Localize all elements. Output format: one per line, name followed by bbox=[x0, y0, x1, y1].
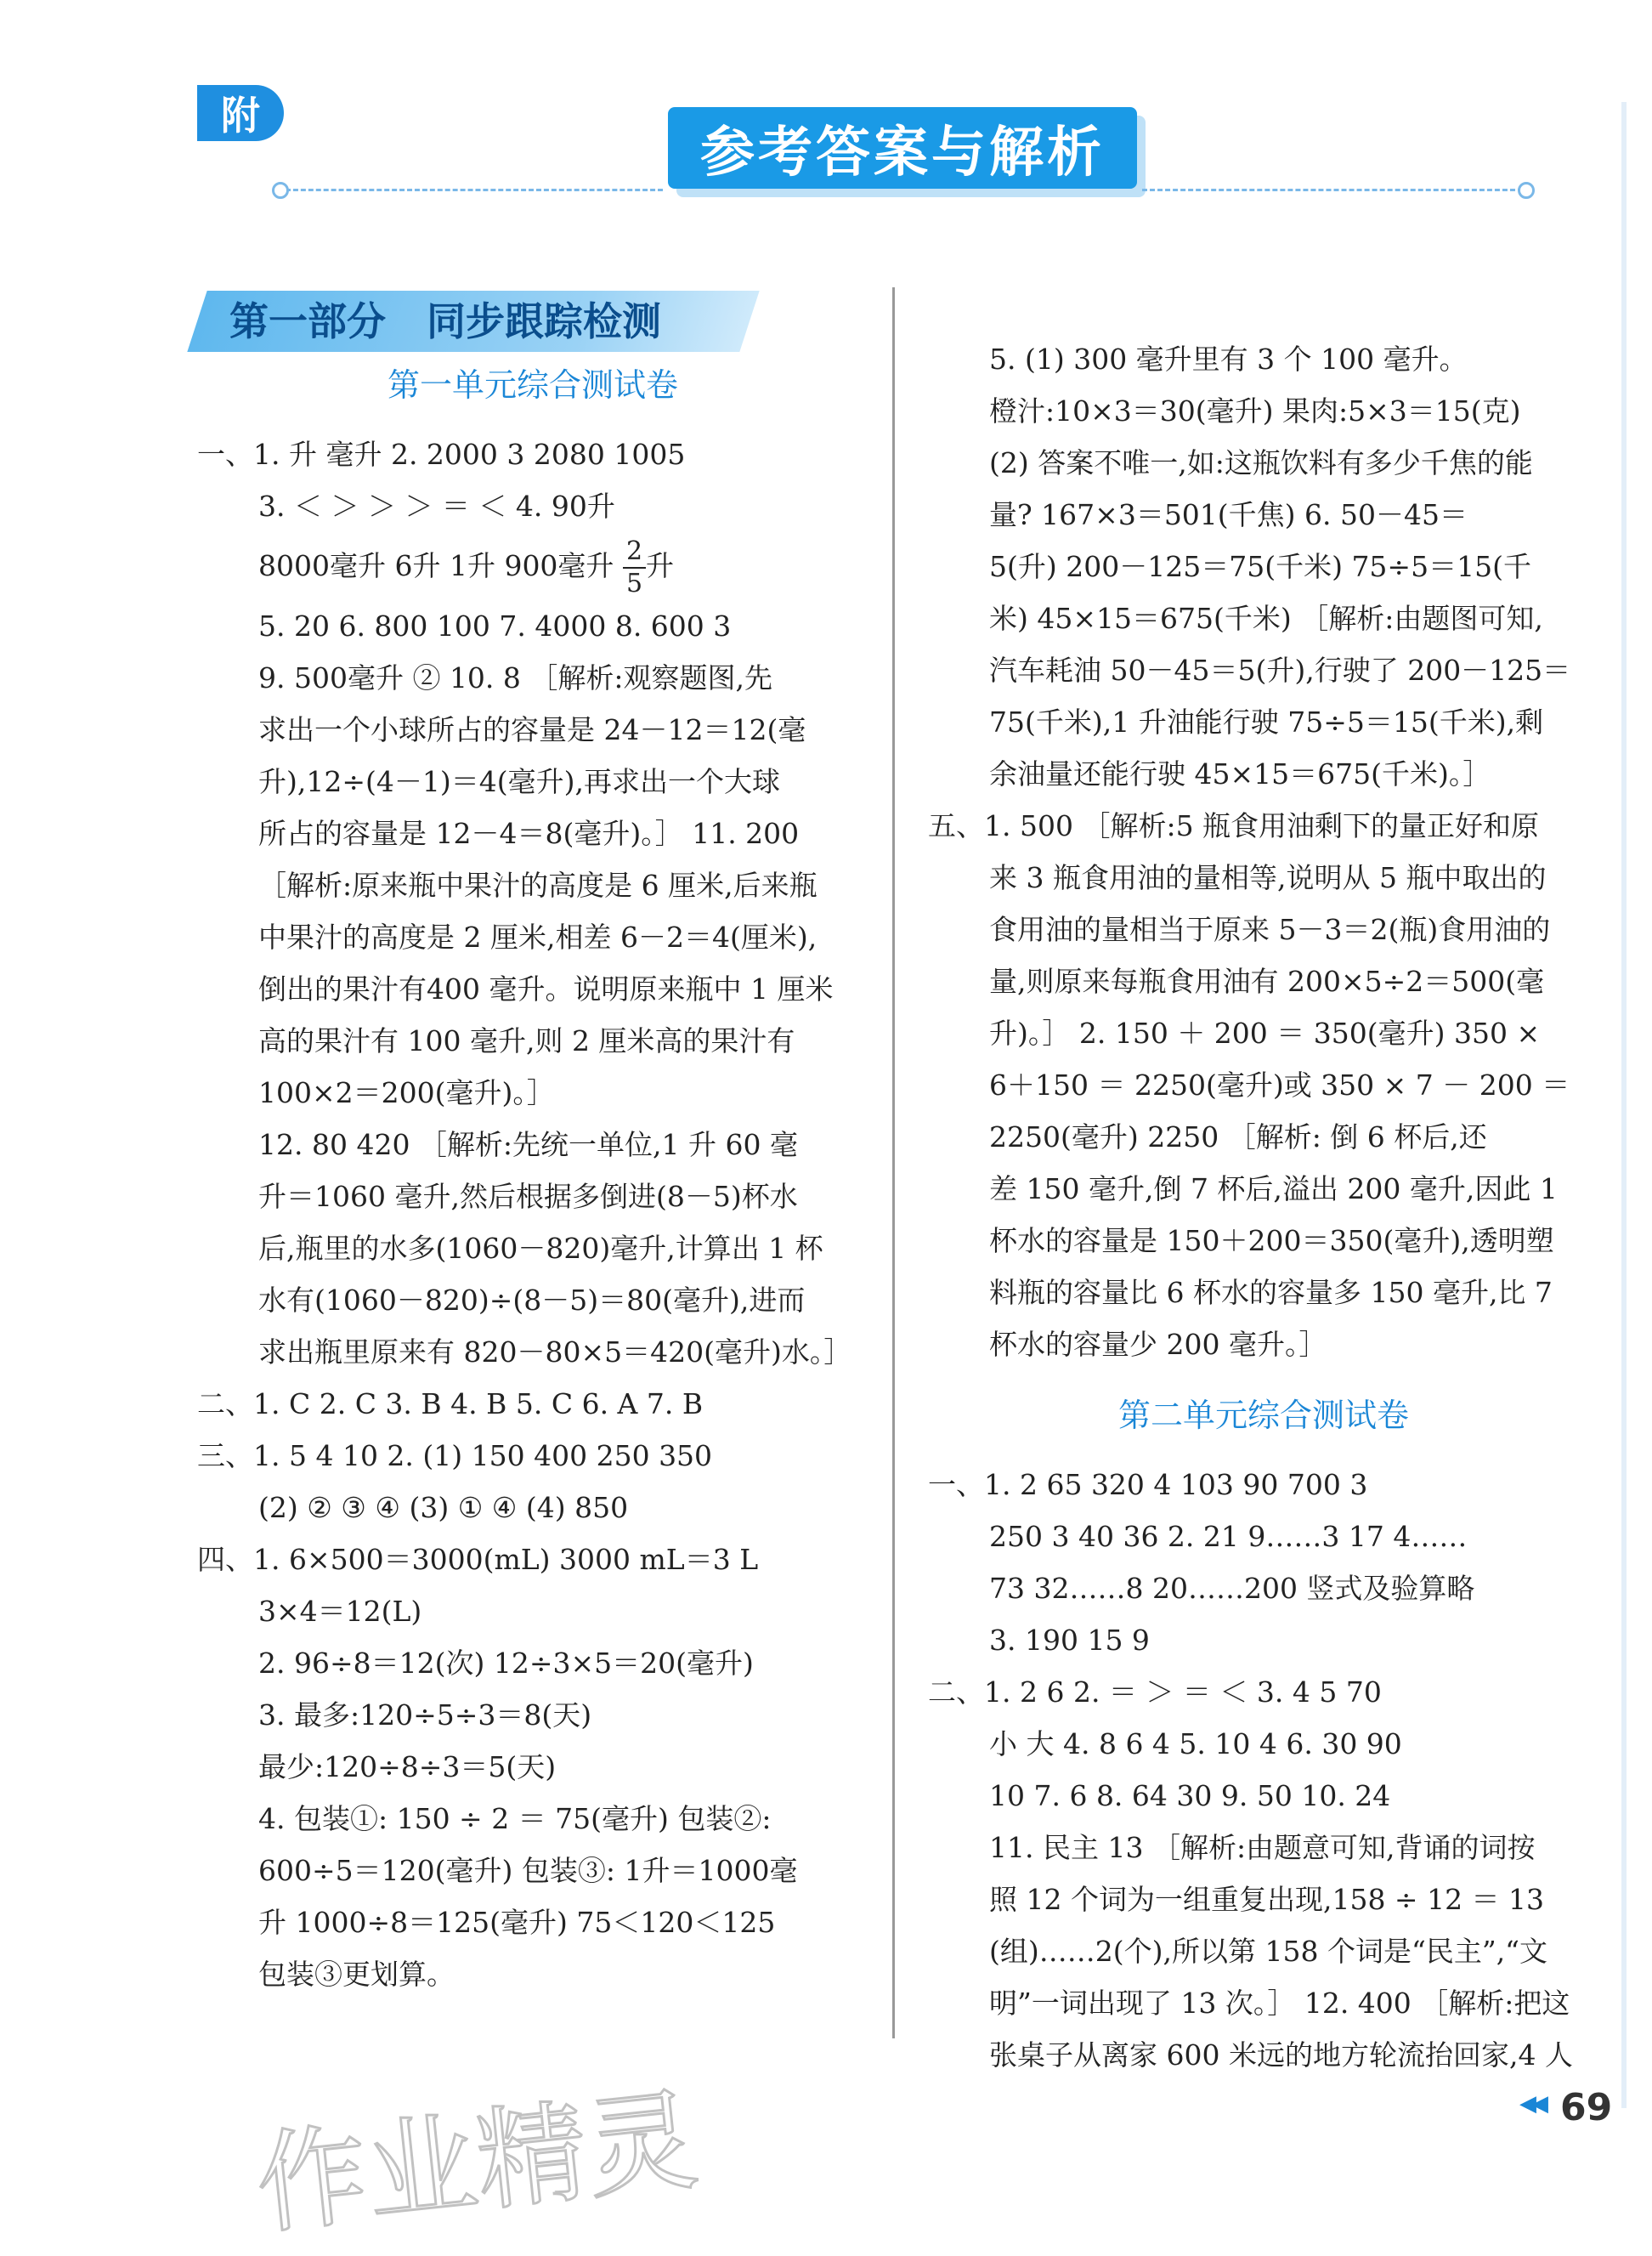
fraction-numerator: 2 bbox=[623, 536, 646, 569]
page-title: 参考答案与解析 bbox=[668, 107, 1137, 189]
answer-line: 250 3 40 36 2. 21 9……3 17 4…… bbox=[989, 1520, 1468, 1553]
answer-line: (2) 答案不唯一,如:这瓶饮料有多少千焦的能 bbox=[989, 446, 1533, 479]
answer-line: 差 150 毫升,倒 7 杯后,溢出 200 毫升,因此 1 bbox=[989, 1172, 1558, 1205]
page-edge-bar bbox=[1621, 102, 1627, 2108]
right-column bbox=[928, 333, 1599, 2081]
answer-line: 来 3 瓶食用油的量相等,说明从 5 瓶中取出的 bbox=[989, 861, 1547, 894]
answer-line: 5. 20 6. 800 100 7. 4000 8. 600 3 bbox=[258, 609, 732, 643]
answer-line: 张桌子从离家 600 米远的地方轮流抬回家,4 人 bbox=[989, 2038, 1573, 2072]
fraction bbox=[623, 536, 646, 599]
answer-line: 杯水的容量少 200 毫升。］ bbox=[989, 1328, 1327, 1361]
answer-line bbox=[197, 532, 868, 600]
answer-line: 一、1. 升 毫升 2. 2000 3 2080 1005 bbox=[197, 438, 686, 471]
answer-line: 3. 190 15 9 bbox=[989, 1624, 1150, 1657]
page-number: 69 bbox=[1560, 2086, 1613, 2129]
answer-line: 2250(毫升) 2250 ［解析: 倒 6 杯后,还 bbox=[989, 1120, 1487, 1154]
answer-line: 中果汁的高度是 2 厘米,相差 6－2＝4(厘米), bbox=[258, 921, 818, 954]
answer-line: 后,瓶里的水多(1060－820)毫升,计算出 1 杯 bbox=[258, 1232, 823, 1265]
answer-line: 量? 167×3＝501(千焦) 6. 50－45＝ bbox=[989, 498, 1468, 531]
divider-dot-left bbox=[272, 182, 289, 199]
answer-line: 杯水的容量是 150＋200＝350(毫升),透明塑 bbox=[989, 1224, 1554, 1257]
answer-line: ［解析:原来瓶中果汁的高度是 6 厘米,后来瓶 bbox=[258, 869, 818, 902]
answer-line: 照 12 个词为一组重复出现,158 ÷ 12 ＝ 13 bbox=[989, 1883, 1545, 1916]
section-title: 第一部分 同步跟踪检测 bbox=[229, 298, 662, 344]
answer-line: 汽车耗油 50－45＝5(升),行驶了 200－125＝ bbox=[989, 654, 1571, 687]
answer-line: 10 7. 6 8. 64 30 9. 50 10. 24 bbox=[989, 1779, 1391, 1812]
answer-line: 食用油的量相当于原来 5－3＝2(瓶)食用油的 bbox=[989, 913, 1551, 946]
fraction-denominator: 5 bbox=[625, 569, 643, 598]
answer-line: 料瓶的容量比 6 杯水的容量多 150 毫升,比 7 bbox=[989, 1276, 1553, 1309]
answer-line: 3×4＝12(L) bbox=[258, 1595, 422, 1628]
answer-line: 四、1. 6×500＝3000(mL) 3000 mL＝3 L bbox=[197, 1543, 759, 1576]
answer-line: 求出瓶里原来有 820－80×5＝420(毫升)水。］ bbox=[258, 1335, 852, 1369]
answer-line: 75(千米),1 升油能行驶 75÷5＝15(千米),剩 bbox=[989, 706, 1544, 739]
appendix-tab: 附 bbox=[197, 85, 284, 141]
answer-line: 二、1. 2 6 2. ＝ ＞ ＝ ＜ 3. 4 5 70 bbox=[928, 1675, 1382, 1709]
answer-line: 倒出的果汁有400 毫升。说明原来瓶中 1 厘米 bbox=[258, 972, 834, 1006]
answer-line: 余油量还能行驶 45×15＝675(千米)。］ bbox=[989, 757, 1491, 791]
answer-line: 升),12÷(4－1)＝4(毫升),再求出一个大球 bbox=[258, 765, 780, 798]
answer-line: 所占的容量是 12－4＝8(毫升)。］ 11. 200 bbox=[258, 817, 800, 850]
answer-line: 橙汁:10×3＝30(毫升) 果肉:5×3＝15(克) bbox=[989, 394, 1521, 428]
answer-line: 小 大 4. 8 6 4 5. 10 4 6. 30 90 bbox=[989, 1727, 1402, 1760]
answer-line: (2) ② ③ ④ (3) ① ④ (4) 850 bbox=[258, 1491, 629, 1524]
answer-line: 5(升) 200－125＝75(千米) 75÷5＝15(千 bbox=[989, 550, 1531, 583]
answer-line: 最少:120÷8÷3＝5(天) bbox=[258, 1750, 557, 1783]
answer-line: 6＋150 ＝ 2250(毫升)或 350 × 7 － 200 ＝ bbox=[989, 1068, 1570, 1102]
answer-line: 9. 500毫升 ② 10. 8 ［解析:观察题图,先 bbox=[258, 661, 773, 694]
header-divider-right bbox=[1142, 189, 1523, 191]
answer-line: 三、1. 5 4 10 2. (1) 150 400 250 350 bbox=[197, 1439, 713, 1472]
divider-dot-right bbox=[1518, 182, 1535, 199]
watermark: 作业精灵 bbox=[250, 2075, 704, 2250]
unit1-title: 第一单元综合测试卷 bbox=[387, 366, 678, 404]
answer-line: (组)……2(个),所以第 158 个词是“民主”,“文 bbox=[989, 1935, 1548, 1968]
answer-line: 12. 80 420 ［解析:先统一单位,1 升 60 毫 bbox=[258, 1128, 798, 1161]
answer-line: 升＝1060 毫升,然后根据多倒进(8－5)杯水 bbox=[258, 1180, 798, 1213]
answer-line: 求出一个小球所占的容量是 24－12＝12(毫 bbox=[258, 713, 806, 746]
answer-line: 水有(1060－820)÷(8－5)＝80(毫升),进而 bbox=[258, 1284, 806, 1317]
answer-line: 包装③更划算。 bbox=[258, 1958, 455, 1991]
column-divider bbox=[892, 287, 895, 2038]
answer-line: 五、1. 500 ［解析:5 瓶食用油剩下的量正好和原 bbox=[928, 809, 1540, 842]
answer-line: 高的果汁有 100 毫升,则 2 厘米高的果汁有 bbox=[258, 1024, 795, 1057]
answer-line-text: 8000毫升 6升 1升 900毫升 bbox=[258, 549, 614, 582]
answer-line: 73 32……8 20……200 竖式及验算略 bbox=[989, 1572, 1475, 1605]
header-divider-left bbox=[286, 189, 663, 191]
left-column bbox=[197, 340, 868, 2000]
answer-line: 米) 45×15＝675(千米) ［解析:由题图可知, bbox=[989, 602, 1543, 635]
answer-line: 5. (1) 300 毫升里有 3 个 100 毫升。 bbox=[989, 343, 1468, 376]
answer-line: 一、1. 2 65 320 4 103 90 700 3 bbox=[928, 1468, 1368, 1501]
answer-line: 3. 最多:120÷5÷3＝8(天) bbox=[258, 1698, 592, 1732]
answer-line: 二、1. C 2. C 3. B 4. B 5. C 6. A 7. B bbox=[197, 1387, 704, 1420]
answer-line: 量,则原来每瓶食用油有 200×5÷2＝500(毫 bbox=[989, 965, 1545, 998]
answer-line: 3. ＜ ＞ ＞ ＞ ＝ ＜ 4. 90升 bbox=[258, 490, 615, 523]
answer-line: 100×2＝200(毫升)。］ bbox=[258, 1076, 555, 1109]
answer-line: 2. 96÷8＝12(次) 12÷3×5＝20(毫升) bbox=[258, 1647, 754, 1680]
answer-line: 4. 包装①: 150 ÷ 2 ＝ 75(毫升) 包装②: bbox=[258, 1802, 772, 1835]
answer-line: 11. 民主 13 ［解析:由题意可知,背诵的词按 bbox=[989, 1831, 1536, 1864]
answer-line: 升 1000÷8＝125(毫升) 75＜120＜125 bbox=[258, 1906, 776, 1939]
answer-line: 升)。］ 2. 150 ＋ 200 ＝ 350(毫升) 350 × bbox=[989, 1017, 1541, 1050]
unit2-title: 第二单元综合测试卷 bbox=[1117, 1397, 1409, 1434]
answer-line: 600÷5＝120(毫升) 包装③: 1升＝1000毫 bbox=[258, 1854, 798, 1887]
answer-line: 明”一词出现了 13 次。］ 12. 400 ［解析:把这 bbox=[989, 1987, 1570, 2020]
fraction-unit: 升 bbox=[646, 549, 675, 582]
page-arrows-icon: ◀◀ bbox=[1519, 2091, 1543, 2117]
